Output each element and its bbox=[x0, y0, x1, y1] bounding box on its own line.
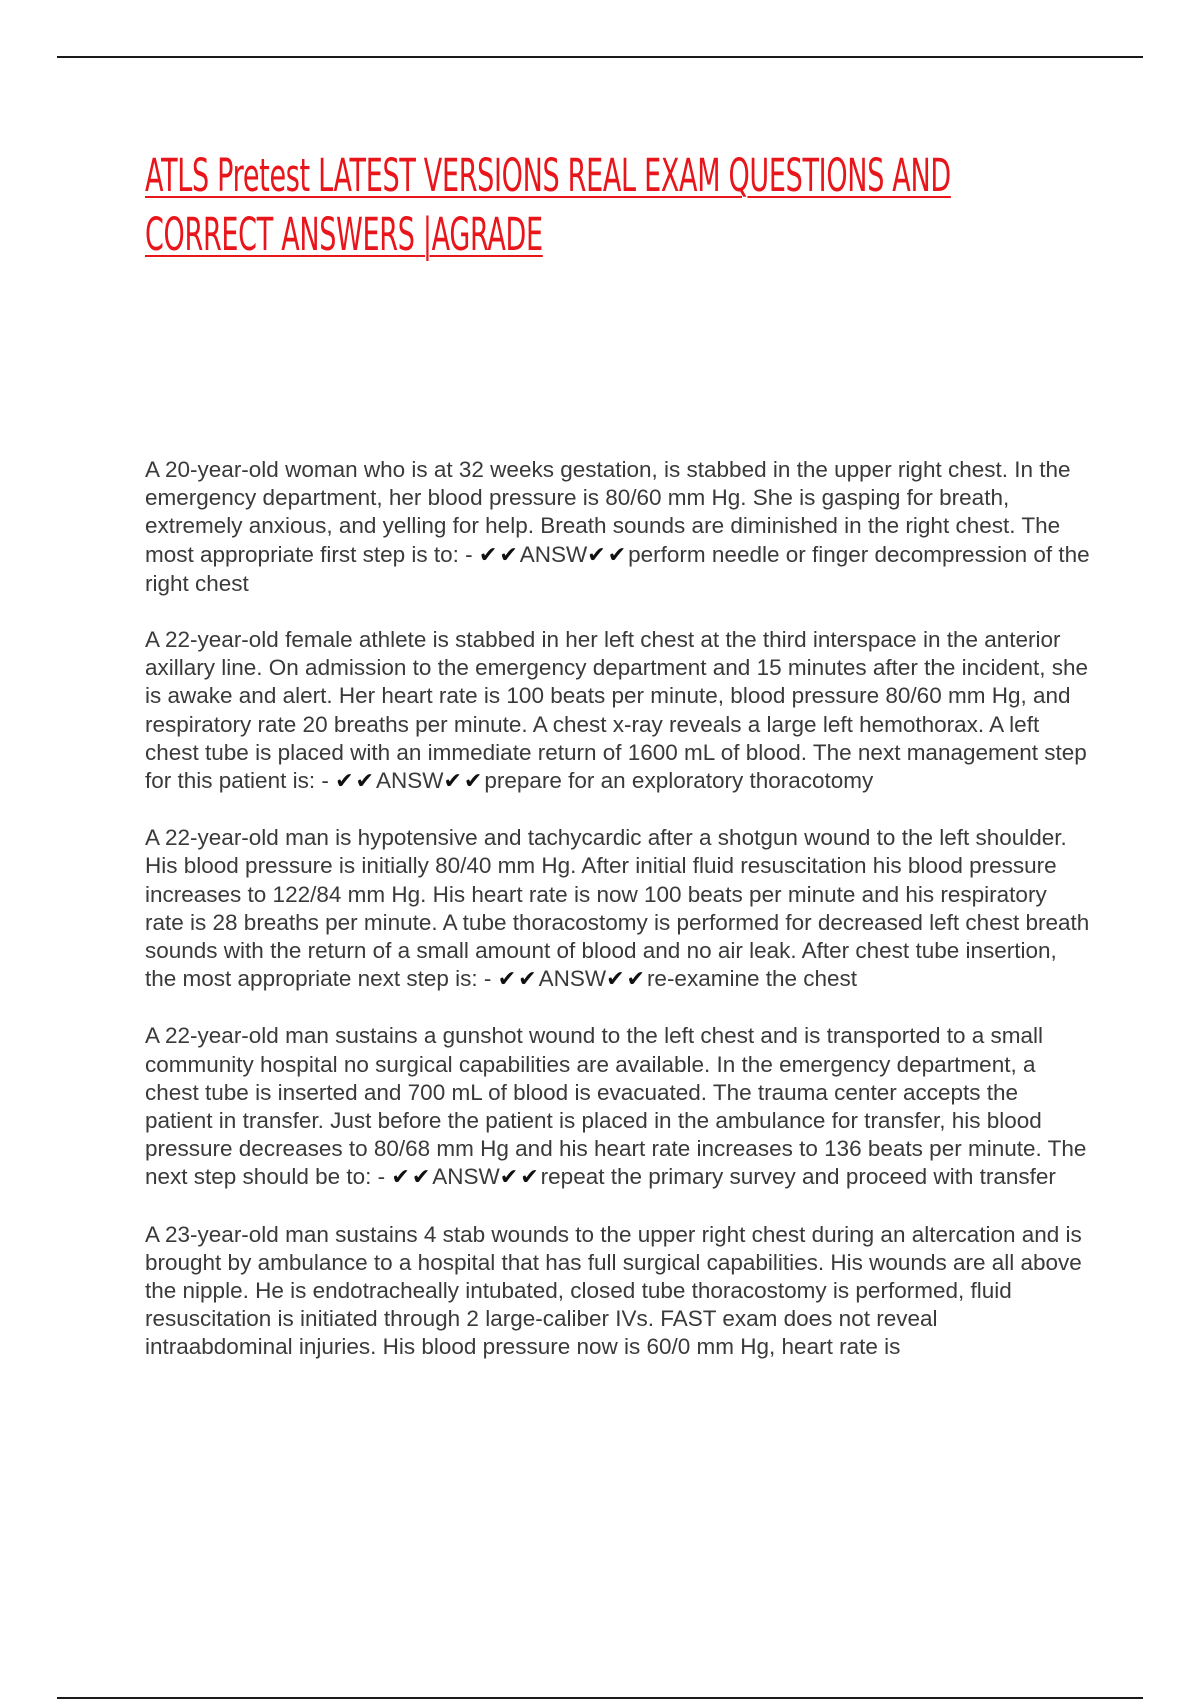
checkmark-icon: ✔✔ bbox=[443, 769, 485, 795]
answer-text: repeat the primary survey and proceed with transfer bbox=[540, 1164, 1056, 1190]
answer-text: re-examine the chest bbox=[646, 966, 858, 992]
answer-marker: ANSW bbox=[375, 768, 444, 794]
checkmark-icon: ✔✔ bbox=[497, 967, 539, 993]
question-item bbox=[145, 1022, 1090, 1192]
question-item bbox=[145, 626, 1090, 796]
checkmark-icon: ✔✔ bbox=[335, 769, 376, 795]
checkmark-icon: ✔✔ bbox=[606, 967, 647, 993]
question-text: A 22-year-old man sustains a gunshot wound to the left chest and is transported to a small community hospital no surgical capabilities are available. In the emergency department, a chest tube is inserted and 700 mL of blood is evacuated. The trauma center accepts the patient in transfer. Just before the patient is placed in the ambulance for transfer, his blood pressure decreases to 80/68 mm Hg and his heart rate increases to 136 beats per minute. The next step should be to: - bbox=[145, 1023, 1087, 1190]
question-text: A 22-year-old man is hypotensive and tachycardic after a shotgun wound to the left shoulder. His blood pressure is initially 80/40 mm Hg. After initial fluid resuscitation his blood pressure increases to 122/84 mm Hg. His heart rate is now 100 beats per minute and his respiratory rate is 28 breaths per minute. A tube thoracostomy is performed for decreased left chest breath sounds with the return of a small amount of blood and no air leak. After chest tube insertion, the most appropriate next step is: - bbox=[145, 825, 1090, 992]
checkmark-icon: ✔✔ bbox=[391, 1165, 433, 1191]
question-list bbox=[145, 456, 1090, 1390]
question-item bbox=[145, 824, 1090, 994]
answer-text: prepare for an exploratory thoracotomy bbox=[484, 768, 874, 794]
answer-marker: ANSW bbox=[538, 966, 607, 992]
question-item bbox=[145, 1221, 1090, 1362]
answer-text: perform needle or finger decompression of the right chest bbox=[145, 541, 1090, 596]
document-title: ATLS Pretest LATEST VERSIONS REAL EXAM QUESTIONS AND CORRECT ANSWERS |AGRADE bbox=[145, 149, 951, 261]
question-text: A 22-year-old female athlete is stabbed in her left chest at the third interspace in the anterior axillary line. On admission to the emergency department and 15 minutes after the incident, she is awake and alert. Her heart rate is 100 beats per minute, blood pressure 80/60 mm Hg, and respiratory rate 20 breaths per minute. A chest x-ray reveals a large left hemothorax. A left chest tube is placed with an immediate return of 1600 mL of blood. The next management step for this patient is: - bbox=[145, 627, 1089, 794]
checkmark-icon: ✔✔ bbox=[587, 542, 629, 568]
footer-rule bbox=[57, 1697, 1143, 1699]
header-rule bbox=[57, 56, 1143, 58]
checkmark-icon: ✔✔ bbox=[478, 542, 520, 568]
question-text: A 20-year-old woman who is at 32 weeks gestation, is stabbed in the upper right chest. In the emergency department, her blood pressure is 80/60 mm Hg. She is gasping for breath, extremely anxious, and yelling for help. Breath sounds are diminished in the right chest. The most appropriate first step is to: - bbox=[145, 457, 1071, 567]
checkmark-icon: ✔✔ bbox=[499, 1165, 541, 1191]
question-item bbox=[145, 456, 1090, 598]
question-text: A 23-year-old man sustains 4 stab wounds to the upper right chest during an altercation and is brought by ambulance to a hospital that has full surgical capabilities. His wounds are all above the nipple. He is endotracheally intubated, closed tube thoracostomy is performed, fluid resuscitation is initiated through 2 large-caliber IVs. FAST exam does not reveal intraabdominal injuries. His blood pressure now is 60/0 mm Hg, heart rate is bbox=[145, 1221, 1082, 1360]
answer-marker: ANSW bbox=[519, 541, 588, 567]
answer-marker: ANSW bbox=[432, 1164, 500, 1190]
